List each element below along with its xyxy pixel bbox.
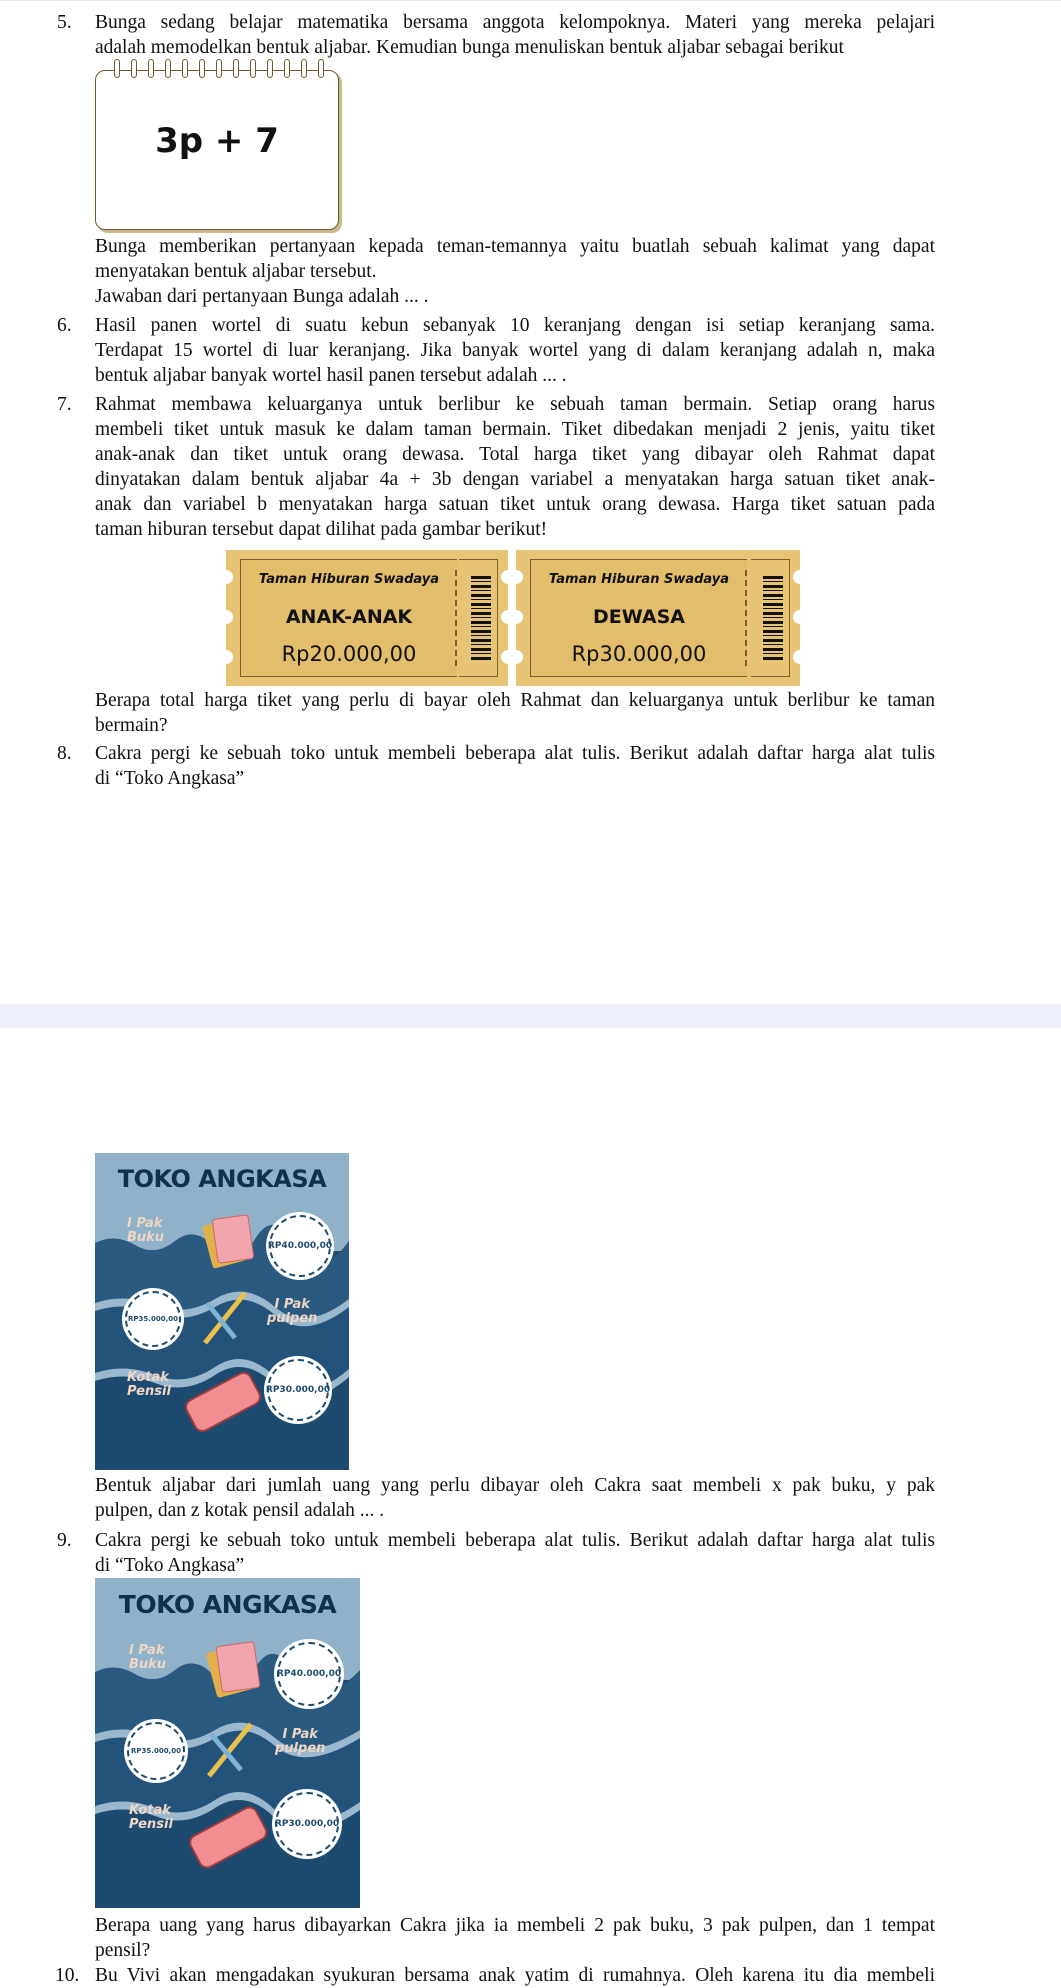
poster-item-label: Buku: [129, 1656, 167, 1672]
text-line: anak dan variabel b menyatakan harga satuan tiket untuk orang dewasa. Harga tiket satuan pada: [95, 494, 935, 515]
price-badge: RP35.000,00: [125, 1291, 181, 1347]
poster-title: TOKO ANGKASA: [117, 1165, 327, 1193]
toko-angkasa-poster: [95, 1153, 349, 1470]
text-line: dinyatakan dalam bentuk aljabar 4a + 3b dengan variabel a menyatakan harga satuan tiket anak-: [95, 469, 935, 490]
text-line: bermain?: [95, 715, 168, 736]
text-line: Bunga sedang belajar matematika bersama anggota kelompoknya. Materi yang mereka pelajari: [95, 12, 935, 33]
question-5: [57, 10, 935, 60]
question-number: 7.: [57, 394, 72, 415]
price-badge: RP35.000,00: [127, 1722, 185, 1780]
ticket-park-name: Taman Hiburan Swadaya: [258, 572, 440, 587]
question-8-follow: [95, 1473, 935, 1523]
poster-item-label: Pensil: [129, 1816, 173, 1832]
price-badge: RP40.000,00: [277, 1642, 341, 1706]
text-line: taman hiburan tersebut dapat dilihat pada gambar berikut!: [95, 519, 548, 540]
text-line: menyatakan bentuk aljabar tersebut.: [95, 261, 377, 282]
text-line: Hasil panen wortel di suatu kebun sebanyak 10 keranjang dengan isi setiap keranjang sama.: [95, 315, 935, 336]
barcode-icon: [471, 576, 491, 660]
question-7-follow: [95, 688, 935, 738]
question-number: 5.: [57, 12, 72, 33]
page-break: [0, 1004, 1061, 1028]
text-line: bentuk aljabar banyak wortel hasil panen tersebut adalah ... .: [95, 365, 567, 386]
poster-item-label: I Pak: [282, 1727, 318, 1742]
text-line: Berapa uang yang harus dibayarkan Cakra jika ia membeli 2 pak buku, 3 pak pulpen, dan 1 tempat: [95, 1915, 935, 1936]
question-6: [57, 313, 935, 388]
algebra-expression: 3p + 7: [155, 121, 279, 161]
ticket-park-name: Taman Hiburan Swadaya: [548, 572, 730, 587]
ticket-price: Rp30.000,00: [571, 642, 707, 666]
notepad-illustration: [95, 70, 339, 230]
poster-item-label: Kotak: [129, 1803, 171, 1818]
question-5-follow: [95, 234, 935, 309]
text-line: membeli tiket untuk masuk ke dalam taman bermain. Tiket dibedakan menjadi 2 jenis, yaitu tiket: [95, 419, 935, 440]
poster-title: TOKO ANGKASA: [118, 1590, 337, 1619]
page-2: [0, 1028, 1061, 1986]
question-number: 8.: [57, 743, 72, 764]
question-10: [55, 1963, 935, 1988]
price-badge: RP30.000,00: [275, 1792, 339, 1856]
text-line: Berapa total harga tiket yang perlu di bayar oleh Rahmat dan keluarganya untuk berlibur ke taman: [95, 690, 935, 711]
price-badge: RP30.000,00: [267, 1359, 329, 1421]
text-line: Bentuk aljabar dari jumlah uang yang perlu dibayar oleh Cakra saat membeli x pak buku, y pak: [95, 1475, 935, 1496]
question-number: 9.: [57, 1530, 72, 1551]
text-line: Bu Vivi akan mengadakan syukuran bersama anak yatim di rumahnya. Oleh karena itu dia membeli: [95, 1965, 935, 1986]
poster-item-label: Kotak: [127, 1370, 169, 1385]
text-line: Jawaban dari pertanyaan Bunga adalah ... .: [95, 286, 429, 307]
question-8: [57, 741, 935, 791]
barcode-icon: [763, 576, 783, 660]
ticket-price: Rp20.000,00: [281, 642, 417, 666]
question-9-follow: [95, 1913, 935, 1963]
question-7: [57, 392, 935, 542]
toko-angkasa-poster: [95, 1578, 360, 1908]
text-line: Cakra pergi ke sebuah toko untuk membeli beberapa alat tulis. Berikut adalah daftar harga alat tulis: [95, 1530, 935, 1551]
text-line: pensil?: [95, 1940, 151, 1961]
ticket-type: ANAK-ANAK: [285, 606, 413, 628]
poster-item-label: Pensil: [127, 1383, 171, 1399]
spiral-binding: [114, 59, 324, 78]
text-line: Bunga memberikan pertanyaan kepada teman-temannya yaitu buatlah sebuah kalimat yang dapat: [95, 236, 935, 257]
question-number: 10.: [55, 1965, 80, 1986]
question-number: 6.: [57, 315, 72, 336]
text-line: adalah memodelkan bentuk aljabar. Kemudian bunga menuliskan bentuk aljabar sebagai berikut: [95, 37, 844, 58]
ticket-adult: [516, 550, 800, 686]
ticket-child: [226, 550, 508, 686]
text-line: Cakra pergi ke sebuah toko untuk membeli beberapa alat tulis. Berikut adalah daftar harga alat tulis: [95, 743, 935, 764]
poster-item-label: I Pak: [129, 1643, 165, 1658]
poster-item-label: pulpen: [275, 1740, 326, 1756]
text-line: pulpen, dan z kotak pensil adalah ... .: [95, 1500, 385, 1521]
poster-item-label: Buku: [127, 1229, 165, 1245]
poster-item-label: I Pak: [274, 1297, 310, 1312]
poster-item-label: I Pak: [127, 1216, 163, 1231]
text-line: anak-anak dan tiket untuk orang dewasa. Total harga tiket yang dibayar oleh Rahmat dapat: [95, 444, 935, 465]
text-line: Terdapat 15 wortel di luar keranjang. Jika banyak wortel yang di dalam keranjang adalah n, maka: [95, 340, 935, 361]
text-line: di “Toko Angkasa”: [95, 768, 245, 789]
poster-item-label: pulpen: [267, 1310, 318, 1326]
price-badge: RP40.000,00: [269, 1215, 331, 1277]
question-9: [57, 1528, 935, 1578]
text-line: di “Toko Angkasa”: [95, 1555, 245, 1576]
text-line: Rahmat membawa keluarganya untuk berlibur ke sebuah taman bermain. Setiap orang harus: [95, 394, 935, 415]
ticket-type: DEWASA: [593, 606, 685, 628]
